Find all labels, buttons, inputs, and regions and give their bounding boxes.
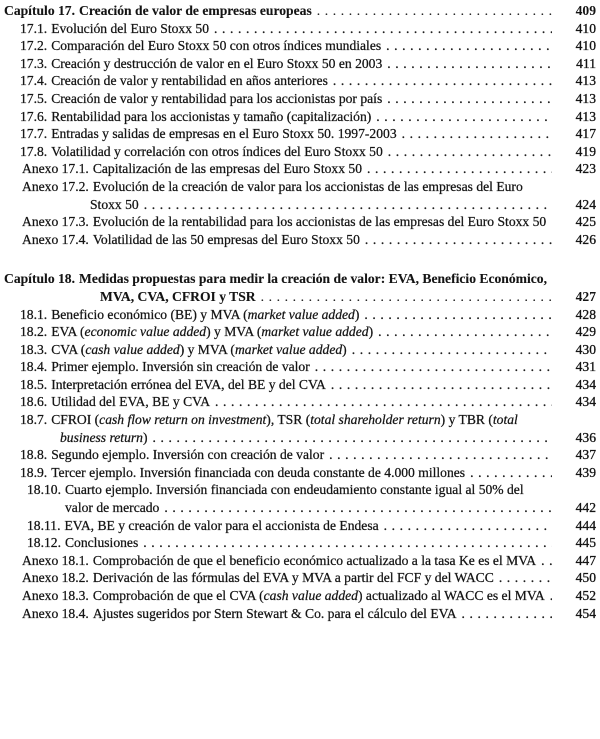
page-number: 426	[552, 231, 596, 249]
entry-title	[51, 126, 396, 141]
toc-section-entry[interactable]	[0, 37, 596, 55]
toc-section-entry[interactable]	[0, 20, 596, 38]
page-number: 430	[552, 341, 596, 359]
page-number: 428	[552, 306, 596, 324]
chapter-block	[0, 270, 596, 622]
toc-section-entry[interactable]	[0, 341, 596, 359]
entry-title	[51, 447, 324, 462]
entry-title-text: ) actualizado al WACC es el MVA	[357, 588, 545, 603]
entry-title-text: )	[142, 429, 148, 445]
entry-title	[93, 232, 360, 247]
entry-number: 18.12.	[27, 535, 61, 551]
toc-annex-entry[interactable]	[0, 178, 596, 213]
entry-title-text: CFROI (	[51, 412, 100, 428]
toc-chapter-entry[interactable]	[0, 2, 596, 20]
toc-annex-entry[interactable]	[0, 605, 596, 623]
page-number: 411	[552, 55, 596, 73]
entry-title-italic: market value added	[247, 306, 355, 322]
entry-title-text: Tercer ejemplo. Inversión financiada con deuda constante de 4.000 millones	[51, 464, 466, 480]
entry-number: 18.2.	[20, 324, 48, 340]
toc-section-entry[interactable]	[0, 534, 596, 552]
toc-section-entry[interactable]	[0, 481, 596, 516]
toc-section-entry[interactable]	[0, 517, 596, 535]
entry-title-text: )	[342, 341, 347, 357]
toc-annex-entry[interactable]	[0, 587, 596, 605]
entry-title	[51, 56, 382, 71]
entry-title	[51, 342, 347, 357]
entry-number: 17.8.	[20, 143, 48, 159]
entry-number: 18.4.	[20, 359, 48, 375]
entry-title-italic: total business return	[60, 412, 518, 445]
page-number: 410	[552, 37, 596, 55]
page-number: 429	[552, 323, 596, 341]
entry-title-text: ) y TBR (	[440, 412, 493, 428]
entry-title	[65, 482, 524, 515]
entry-number: 18.9.	[20, 464, 48, 480]
page-number: 454	[552, 605, 596, 623]
entry-title	[93, 570, 494, 585]
page-number: 427	[552, 288, 596, 306]
entry-title-text: EVA, BE y creación de valor para el accionista de Endesa	[64, 517, 379, 533]
entry-title	[51, 412, 518, 445]
entry-title-text: Comprobación de que el CVA (	[92, 588, 264, 603]
entry-title	[79, 271, 547, 304]
page-number: 417	[552, 125, 596, 143]
entry-title	[93, 553, 536, 568]
entry-title-text: Creación de valor y rentabilidad en años anteriores	[51, 73, 328, 89]
page-number: 410	[552, 20, 596, 38]
page-number: 439	[552, 464, 596, 482]
entry-title	[79, 3, 312, 18]
entry-number: 18.5.	[20, 376, 48, 392]
entry-title	[51, 359, 310, 374]
entry-number: Anexo 17.1.	[22, 161, 89, 177]
toc-section-entry[interactable]	[0, 358, 596, 376]
entry-title-text: Beneficio económico (BE) y MVA (	[51, 306, 248, 322]
toc-section-entry[interactable]	[0, 323, 596, 341]
entry-number: 17.4.	[20, 73, 48, 89]
toc-section-entry[interactable]	[0, 90, 596, 108]
entry-title-text: Entradas y salidas de empresas en el Euro Stoxx 50. 1997-2003	[51, 126, 397, 142]
entry-number: 17.6.	[20, 108, 48, 124]
page-number: 434	[552, 376, 596, 394]
entry-number: Capítulo 18.	[4, 271, 76, 287]
toc-section-entry[interactable]	[0, 446, 596, 464]
entry-number: 18.3.	[20, 341, 48, 357]
chapter-block	[0, 2, 596, 248]
entry-title	[64, 518, 378, 533]
entry-title-text: Creación de valor y rentabilidad para los accionistas por país	[51, 90, 383, 106]
entry-title	[51, 307, 359, 322]
entry-title	[93, 588, 545, 603]
entry-title-text: Conclusiones	[64, 535, 139, 551]
toc-annex-entry[interactable]	[0, 231, 596, 249]
entry-title-text: )	[354, 306, 360, 322]
entry-title-text: Creación y destrucción de valor en el Euro Stoxx 50 en 2003	[51, 55, 383, 71]
entry-title-italic: cash flow return on investment	[99, 412, 267, 428]
entry-title-text: Segundo ejemplo. Inversión con creación de valor	[51, 447, 325, 463]
entry-number: 18.1.	[20, 306, 48, 322]
entry-number: Anexo 17.3.	[22, 214, 89, 230]
entry-title-text: Cuarto ejemplo. Inversión financiada con endeudamiento constante igual al 50% del valor de mercado	[64, 482, 524, 516]
entry-title	[93, 161, 362, 176]
entry-title	[51, 38, 381, 53]
entry-title-text: Primer ejemplo. Inversión sin creación de valor	[51, 359, 310, 375]
entry-number: Anexo 17.2.	[22, 178, 89, 194]
entry-number: 18.8.	[20, 447, 48, 463]
toc-section-entry[interactable]	[0, 55, 596, 73]
toc-section-entry[interactable]	[0, 411, 596, 446]
entry-number: 18.7.	[20, 412, 48, 428]
toc-section-entry[interactable]	[0, 464, 596, 482]
entry-title-italic: cash value added	[263, 588, 358, 603]
toc-annex-entry[interactable]	[0, 552, 596, 570]
entry-title-text: Comprobación de que el beneficio económico actualizado a la tasa Ke es el MVA	[92, 552, 537, 568]
entry-title	[90, 179, 523, 212]
page-number: 423	[552, 160, 596, 178]
entry-title-text: Evolución de la creación de valor para los accionistas de las empresas del Euro Stoxx 50	[90, 178, 523, 212]
page-number: 444	[552, 517, 596, 535]
page-number: 445	[552, 534, 596, 552]
entry-title-italic: total shareholder return	[310, 412, 441, 428]
entry-title-text: Comparación del Euro Stoxx 50 con otros índices mundiales	[51, 38, 382, 54]
entry-title-text: Volatilidad de las 50 empresas del Euro Stoxx 50	[92, 231, 360, 247]
page-number: 413	[552, 108, 596, 126]
entry-title-text: Creación de valor de empresas europeas	[79, 3, 312, 18]
entry-title	[51, 144, 383, 159]
entry-number: 17.3.	[20, 55, 48, 71]
entry-title	[93, 214, 546, 229]
toc-annex-entry[interactable]	[0, 569, 596, 587]
page-number: 434	[552, 393, 596, 411]
toc-section-entry[interactable]	[0, 108, 596, 126]
entry-number: Anexo 18.4.	[22, 605, 89, 621]
entry-number: 18.10.	[27, 482, 61, 498]
page-number: 425	[552, 213, 596, 231]
toc-annex-entry[interactable]	[0, 160, 596, 178]
entry-title-text: Medidas propuestas para medir la creación de valor: EVA, Beneficio Económico, MVA, CVA, CFROI y TSR	[79, 271, 547, 304]
toc-section-entry[interactable]	[0, 125, 596, 143]
entry-title	[51, 73, 328, 88]
entry-title-text: ) y MVA (	[206, 324, 262, 340]
entry-title-text: Interpretación errónea del EVA, del BE y del CVA	[51, 376, 326, 392]
toc-section-entry[interactable]	[0, 72, 596, 90]
entry-title-text: EVA (	[51, 324, 85, 340]
page-number: 424	[552, 196, 596, 214]
entry-number: Capítulo 17.	[4, 3, 76, 18]
entry-title-text: ), TSR (	[266, 412, 311, 428]
page-number: 442	[552, 499, 596, 517]
page-number: 419	[552, 143, 596, 161]
entry-title	[51, 109, 371, 124]
entry-title-text: Evolución del Euro Stoxx 50	[51, 20, 210, 36]
entry-title	[93, 606, 457, 621]
toc-chapter-entry[interactable]	[0, 270, 596, 305]
entry-number: 18.11.	[27, 517, 61, 533]
entry-title-text: ) y MVA (	[179, 341, 235, 357]
entry-number: Anexo 17.4.	[22, 231, 89, 247]
entry-title-text: Evolución de la rentabilidad para los accionistas de las empresas del Euro Stoxx 50	[92, 214, 547, 230]
entry-title-italic: market value added	[234, 341, 343, 357]
entry-title	[51, 91, 382, 106]
entry-number: 17.5.	[20, 90, 48, 106]
entry-number: 17.7.	[20, 126, 48, 142]
entry-title-text: Derivación de las fórmulas del EVA y MVA a partir del FCF y del WACC	[92, 570, 494, 586]
entry-title-italic: market value added	[261, 324, 369, 340]
toc-section-entry[interactable]	[0, 376, 596, 394]
entry-number: 17.1.	[20, 20, 48, 36]
entry-title-italic: economic value added	[84, 324, 207, 340]
page-number: 437	[552, 446, 596, 464]
toc-section-entry[interactable]	[0, 143, 596, 161]
entry-number: Anexo 18.2.	[22, 570, 89, 586]
entry-title	[51, 21, 209, 36]
entry-number: 18.6.	[20, 394, 48, 410]
page-number: 413	[552, 90, 596, 108]
page-number: 409	[552, 2, 596, 20]
entry-title-text: Ajustes sugeridos por Stern Stewart & Co. para el cálculo del EVA	[92, 605, 457, 621]
entry-title-text: Volatilidad y correlación con otros índices del Euro Stoxx 50	[51, 143, 383, 159]
entry-title-text: CVA (	[51, 341, 86, 357]
entry-title-text: Utilidad del EVA, BE y CVA	[51, 394, 211, 410]
toc-section-entry[interactable]	[0, 393, 596, 411]
entry-title	[51, 465, 465, 480]
page-number: 452	[552, 587, 596, 605]
page-number: 436	[552, 429, 596, 447]
entry-title-text: Rentabilidad para los accionistas y tamaño (capitalización)	[51, 108, 372, 124]
page-number: 431	[552, 358, 596, 376]
entry-number: Anexo 18.3.	[22, 588, 89, 603]
entry-title-italic: cash value added	[85, 341, 180, 357]
toc-annex-entry[interactable]	[0, 213, 596, 231]
entry-title-text: Capitalización de las empresas del Euro Stoxx 50	[92, 161, 362, 177]
entry-number: 17.2.	[20, 38, 48, 54]
entry-title	[51, 324, 373, 339]
entry-title	[51, 377, 326, 392]
page-number: 447	[552, 552, 596, 570]
page-number: 413	[552, 72, 596, 90]
toc-section-entry[interactable]	[0, 306, 596, 324]
entry-title	[51, 394, 210, 409]
entry-title	[65, 535, 138, 550]
entry-number: Anexo 18.1.	[22, 552, 89, 568]
entry-title-text: )	[368, 324, 374, 340]
page-number: 450	[552, 569, 596, 587]
